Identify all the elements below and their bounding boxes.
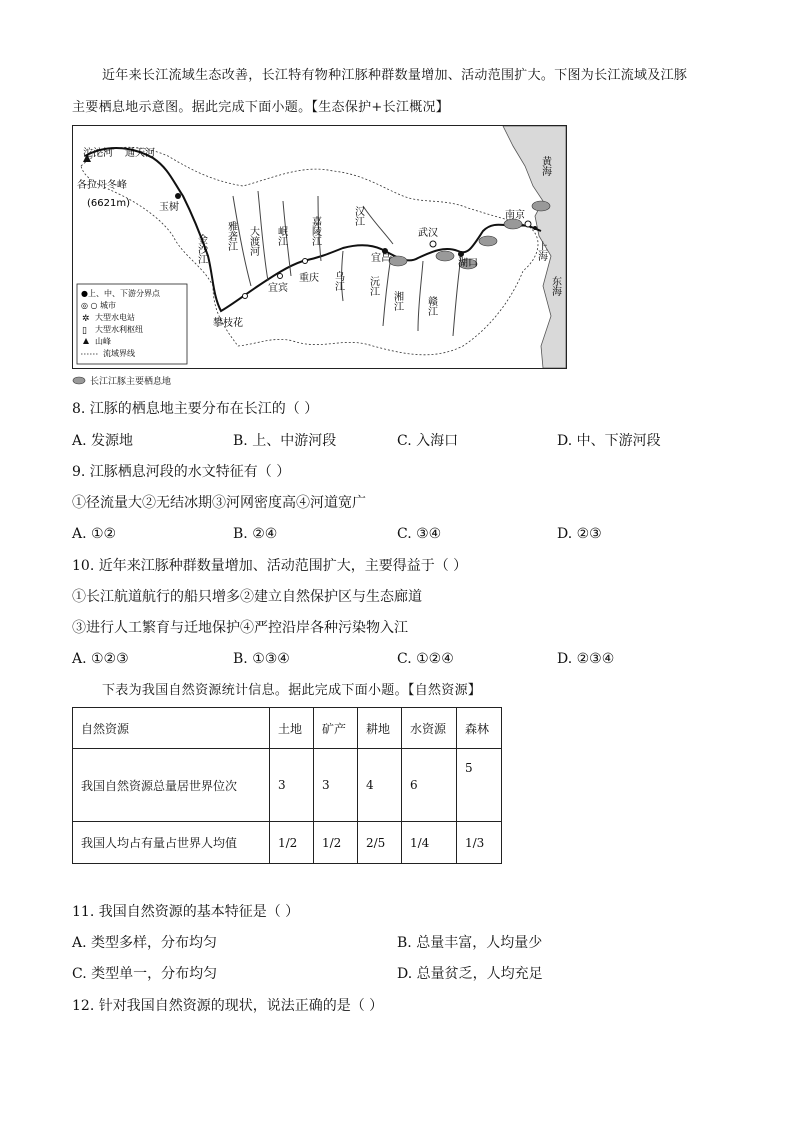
cell-pc-farmland: 2/5 [358,822,402,864]
label-jinsha: 金沙江 [195,234,207,264]
legend-peak: 山峰 [95,337,111,346]
label-yibin: 宜宾 [268,283,288,294]
table-row [73,749,502,822]
legend-boundary: 流域界线 [103,349,135,358]
label-yichang: 宜昌 [371,253,391,264]
cell-pc-water: 1/4 [402,822,457,864]
dolphin-caption-text: 长江江豚主要栖息地 [90,377,172,387]
label-huanghai: 黄海 [539,156,551,176]
label-donghai: 东海 [549,276,561,296]
label-chongqing: 重庆 [299,273,319,284]
cell-pc-forest: 1/3 [457,822,502,864]
cell-rank-mineral: 3 [314,749,358,822]
label-panzhihua: 攀枝花 [213,318,243,329]
q8-option-b[interactable]: B. 上、中游河段 [233,433,337,449]
label-shanghai: 上海 [535,241,547,261]
q11-option-a[interactable]: A. 类型多样，分布均匀 [72,935,218,951]
label-dadu: 大渡河 [247,226,259,256]
legend-hydropower: 大型水电站 [95,313,135,322]
table-header-water: 水资源 [402,708,457,749]
cell-rank-land: 3 [270,749,314,822]
intro-table: 下表为我国自然资源统计信息。据此完成下面小题。【自然资源】 [102,683,482,698]
cell-pc-mineral: 1/2 [314,822,358,864]
q9-stem: 9. 江豚栖息河段的水文特征有（ ） [72,464,291,480]
legend-division: ●上、中、下游分界点 [81,289,160,298]
q11-option-b[interactable]: B. 总量丰富，人均量少 [397,935,543,951]
intro-line-1: 近年来长江流域生态改善，长江特有物种江豚种群数量增加、活动范围扩大。下图为长江流域及江豚 [102,68,688,83]
q11-option-d[interactable]: D. 总量贫乏，人均充足 [397,966,543,982]
table-header-land: 土地 [270,708,314,749]
label-nanjing: 南京 [505,210,525,221]
cell-pc-land: 1/2 [270,822,314,864]
legend-city: ◎ ○ 城市 [81,301,117,310]
label-yuan: 沅江 [367,276,379,296]
q8-option-a[interactable]: A. 发源地 [72,433,134,449]
label-wu: 乌江 [332,271,344,291]
row-label-percapita: 我国人均占有量占世界人均值 [73,822,270,864]
q10-items-2: ③进行人工繁育与迁地保护④严控沿岸各种污染物入江 [72,620,408,636]
q9-option-b[interactable]: B. ②④ [233,526,278,542]
label-hukou: 湖口 [458,258,478,269]
q10-items-1: ①长江航道航行的船只增多②建立自然保护区与生态廊道 [72,589,422,605]
q10-option-d[interactable]: D. ②③④ [557,651,615,667]
hub-icon: ▯ [82,326,87,336]
legend-hub: 大型水利枢纽 [95,325,143,334]
intro-line-2: 主要栖息地示意图。据此完成下面小题。【生态保护+长江概况】 [72,100,450,115]
hydropower-icon: ✲ [82,314,90,324]
label-peak: 各拉丹冬峰 [77,180,127,191]
yangtze-basin-map [72,125,567,369]
label-xiang: 湘江 [391,291,403,311]
q8-stem: 8. 江豚的栖息地主要分布在长江的（ ） [72,401,319,417]
label-tuotuo: 沱沱河 [83,148,113,159]
q8-option-d[interactable]: D. 中、下游河段 [557,433,661,449]
label-yalong: 雅砻江 [225,221,237,251]
table-header-resource: 自然资源 [73,708,270,749]
dolphin-habitat-caption [72,374,171,387]
q8-option-c[interactable]: C. 入海口 [397,433,459,449]
table-header-forest: 森林 [457,708,502,749]
label-yushu: 玉树 [159,202,179,213]
label-wuhan: 武汉 [418,228,438,239]
q11-option-c[interactable]: C. 类型单一，分布均匀 [72,966,218,982]
label-jialing: 嘉陵江 [309,216,321,246]
label-gan: 赣江 [425,296,437,316]
dolphin-icon [72,376,86,385]
q9-option-c[interactable]: C. ③④ [397,526,442,542]
row-label-rank: 我国自然资源总量居世界位次 [73,749,270,822]
q9-option-a[interactable]: A. ①② [72,526,117,542]
q10-option-c[interactable]: C. ①②④ [397,651,454,667]
q10-option-a[interactable]: A. ①②③ [72,651,129,667]
q9-items: ①径流量大②无结冰期③河网密度高④河道宽广 [72,495,366,511]
q11-stem: 11. 我国自然资源的基本特征是（ ） [72,904,300,920]
q10-stem: 10. 近年来江豚种群数量增加、活动范围扩大，主要得益于（ ） [72,558,468,574]
q10-option-b[interactable]: B. ①③④ [233,651,290,667]
label-min: 岷江 [275,226,287,246]
table-row [73,822,502,864]
cell-rank-water: 6 [402,749,457,822]
label-han: 汉江 [352,206,364,226]
cell-rank-forest: 5 [457,749,502,822]
label-peak-height: (6621m) [87,198,130,209]
q12-stem: 12. 针对我国自然资源的现状，说法正确的是（ ） [72,998,384,1014]
label-tongtian: 通天河 [125,148,155,159]
q9-option-d[interactable]: D. ②③ [557,526,602,542]
table-header-mineral: 矿产 [314,708,358,749]
resource-table [72,707,502,864]
table-header-farmland: 耕地 [358,708,402,749]
cell-rank-farmland: 4 [358,749,402,822]
